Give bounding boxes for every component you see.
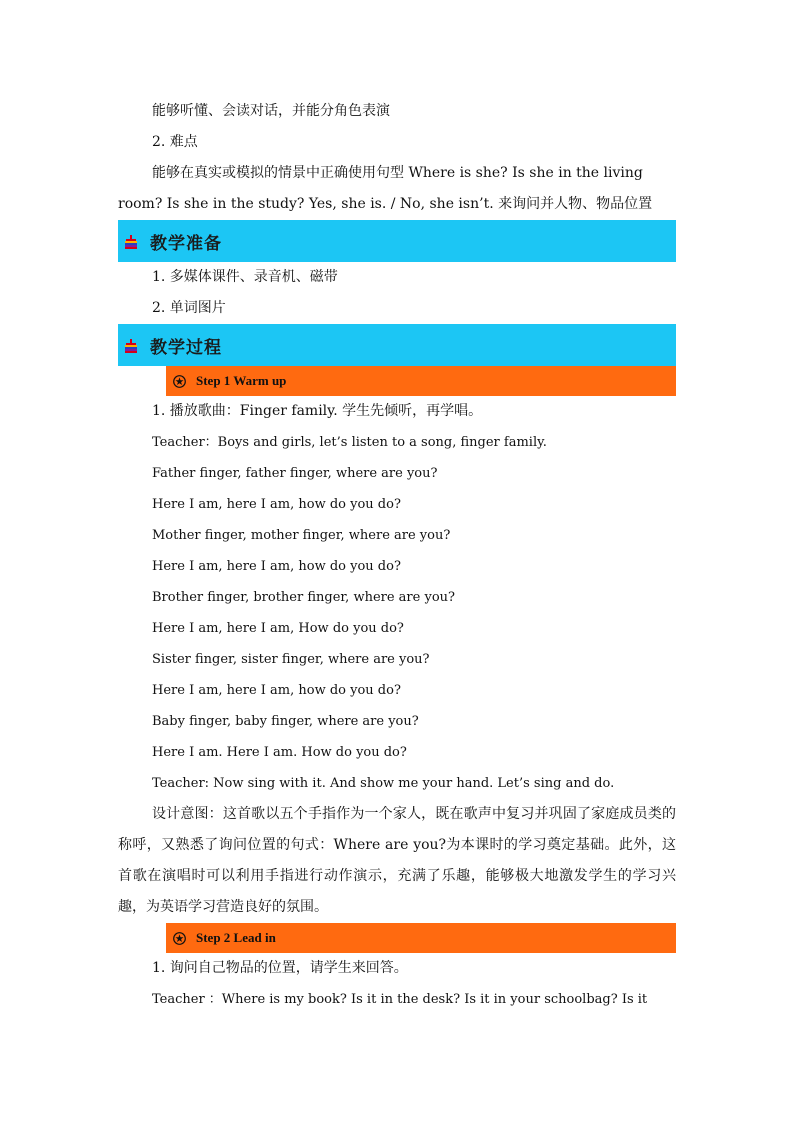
difficulty-label: 2. 难点 [152, 134, 198, 150]
song-line-9: Here I am, here I am, how do you do? [152, 683, 401, 698]
step-2-title: Step 2 Lead in [196, 930, 276, 945]
song-line-1: Teacher：Boys and girls, let’s listen to a song, finger family. [152, 435, 547, 450]
song-line-4: Mother finger, mother finger, where are you? [152, 528, 451, 543]
difficulty-paragraph-line-2: room? Is she in the study? Yes, she is. / No, she isn’t. 来询问并人物、物品位置 [118, 196, 653, 212]
star-circle-icon [172, 374, 186, 388]
book-stack-icon [124, 338, 138, 352]
song-line-7: Here I am, here I am, How do you do? [152, 621, 404, 636]
section-title-process: 教学过程 [150, 337, 222, 358]
step-bar-2 [166, 923, 676, 953]
song-line-12: Teacher: Now sing with it. And show me your hand. Let’s sing and do. [152, 776, 615, 791]
song-line-8: Sister finger, sister finger, where are you? [152, 652, 430, 667]
song-line-11: Here I am. Here I am. How do you do? [152, 745, 407, 760]
step1-item-1: 1. 播放歌曲：Finger family. 学生先倾听，再学唱。 [152, 403, 483, 419]
section-title-prep: 教学准备 [150, 233, 222, 254]
document-page [118, 96, 676, 1015]
prep-item-2: 2. 单词图片 [152, 300, 226, 316]
difficulty-paragraph-line-1: 能够在真实或模拟的情景中正确使用句型 Where is she? Is she in the living [152, 165, 643, 181]
song-line-6: Brother finger, brother finger, where are you? [152, 590, 455, 605]
intro-line-1: 能够听懂、会读对话，并能分角色表演 [152, 103, 390, 119]
star-circle-icon [172, 931, 186, 945]
song-line-5: Here I am, here I am, how do you do? [152, 559, 401, 574]
step-bar-1 [166, 366, 676, 396]
song-line-3: Here I am, here I am, how do you do? [152, 497, 401, 512]
prep-item-1: 1. 多媒体课件、录音机、磁带 [152, 269, 338, 285]
section-header-process [118, 324, 676, 366]
song-line-2: Father finger, father finger, where are you? [152, 466, 438, 481]
book-stack-icon [124, 234, 138, 248]
step-1-title: Step 1 Warm up [196, 373, 287, 388]
step2-teacher-line: Teacher ：Where is my book? Is it in the desk? Is it in your schoolbag? Is it [152, 992, 648, 1007]
song-line-10: Baby finger, baby finger, where are you? [152, 714, 419, 729]
design-intent-paragraph: 设计意图：这首歌以五个手指作为一个家人，既在歌声中复习并巩固了家庭成员类的称呼，又熟悉了询问位置的句式：Where are you?为本课时的学习奠定基础。此外，这首歌在演唱时可以利用手指进行动作演示，充满了乐趣，能够极大地激发学生的学习兴趣，为英语学习营造良好的氛围。 [118, 806, 676, 915]
step2-item-1: 1. 询问自己物品的位置，请学生来回答。 [152, 960, 408, 976]
section-header-prep [118, 220, 676, 262]
